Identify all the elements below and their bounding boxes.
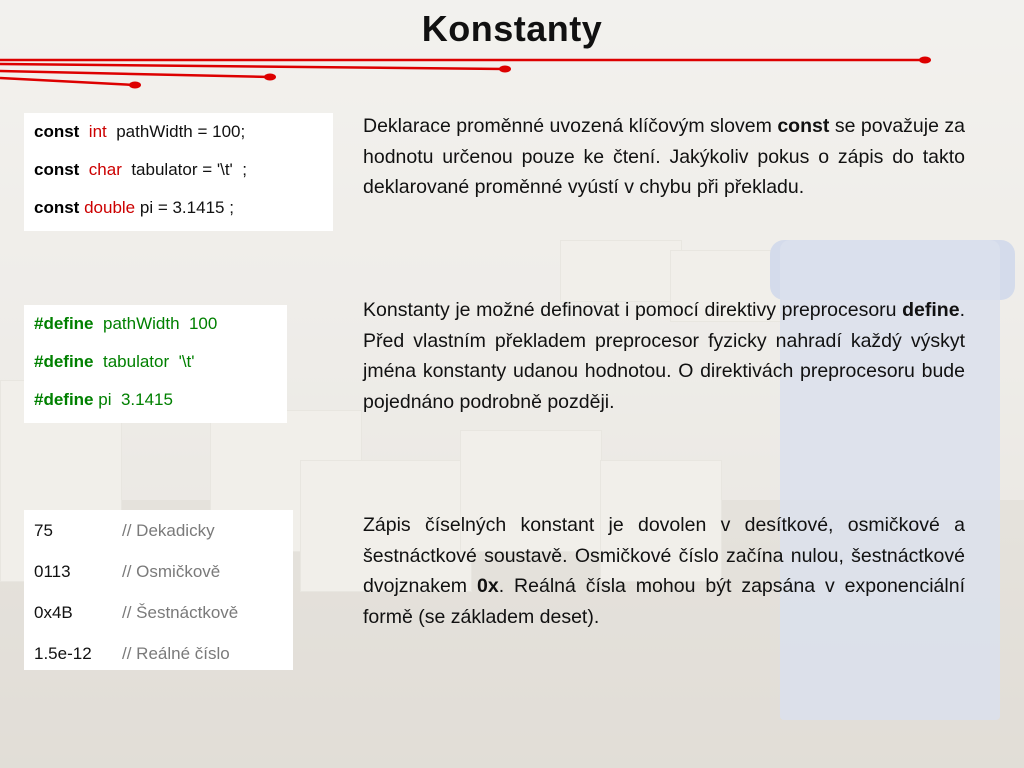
declaration-text: pi = 3.1415 ; [139, 198, 234, 217]
define-row [24, 305, 287, 343]
decorative-red-line [0, 78, 135, 85]
type-keyword: int [88, 122, 107, 141]
keyword-highlight: 0x [477, 575, 499, 597]
slide-title: Konstanty [421, 8, 603, 49]
paragraph-text: se považuje za hodnotu určenou pouze ke čtení. Jakýkoliv pokus o zápis do takto deklarované proměnné vyústí v chybu při překladu. [363, 115, 966, 198]
keyword-highlight: define [902, 299, 960, 321]
literal-comment: // Osmičkově [122, 562, 221, 581]
literal-row [24, 592, 293, 633]
declaration-text: tabulator = '\t' ; [131, 160, 247, 179]
define-row [24, 381, 287, 419]
const-keyword: const [34, 160, 80, 179]
decorative-red-dot [129, 82, 141, 89]
paragraph-text: . Před vlastním překladem preprocesor fyzicky nahradí každý výskyt jména konstanty udanou hodnotou. O direktivách preprocesoru bude pojednáno podrobně později. [363, 299, 965, 413]
decorative-red-dot [499, 66, 511, 73]
literal-value: 0113 [34, 562, 71, 581]
paragraph-text: Zápis číselných konstant je dovolen v desítkové, osmičkové a šestnáctkové soustavě. Osmičkové číslo začína nulou, šestnáctkové dvojznakem [363, 514, 965, 597]
const-keyword: const [34, 198, 80, 217]
literal-value: 75 [34, 521, 53, 540]
literal-value: 0x4B [34, 603, 73, 622]
literal-comment: // Šestnáctkově [122, 603, 239, 622]
const-declarations-box [24, 113, 333, 231]
decorative-red-dot [264, 74, 276, 81]
paragraph-const [363, 111, 965, 203]
number-literals-box [24, 510, 293, 670]
paragraph-text: Deklarace proměnné uvozená klíčovým slovem [363, 115, 772, 137]
type-keyword: double [84, 198, 136, 217]
decorative-red-line [0, 71, 270, 77]
define-text: tabulator '\t' [102, 352, 195, 371]
paragraph-define [363, 295, 965, 417]
literal-value: 1.5e-12 [34, 644, 92, 663]
paragraph-text: . Reálná čísla mohou být zapsána v exponenciální formě (se základem deset). [363, 575, 965, 628]
literal-comment: // Dekadicky [122, 521, 215, 540]
const-row [24, 151, 333, 189]
decorative-red-dot [919, 57, 931, 64]
const-row [24, 189, 333, 227]
decorative-red-line [0, 64, 505, 69]
literal-row [24, 510, 293, 551]
const-keyword: const [34, 122, 80, 141]
define-directives-box [24, 305, 287, 423]
literal-row [24, 551, 293, 592]
define-row [24, 343, 287, 381]
define-directive: #define [34, 314, 94, 333]
define-text: pathWidth 100 [102, 314, 218, 333]
const-row [24, 113, 333, 151]
define-directive: #define [34, 352, 94, 371]
declaration-text: pathWidth = 100; [116, 122, 246, 141]
paragraph-text: Konstanty je možné definovat i pomocí direktivy preprocesoru [363, 299, 897, 321]
title-underline-lines [0, 0, 1024, 100]
paragraph-literals [363, 510, 965, 632]
define-text: pi 3.1415 [98, 390, 173, 409]
literal-row [24, 633, 293, 674]
define-directive: #define [34, 390, 94, 409]
type-keyword: char [88, 160, 122, 179]
keyword-highlight: const [777, 115, 830, 137]
literal-comment: // Reálné číslo [122, 644, 230, 663]
